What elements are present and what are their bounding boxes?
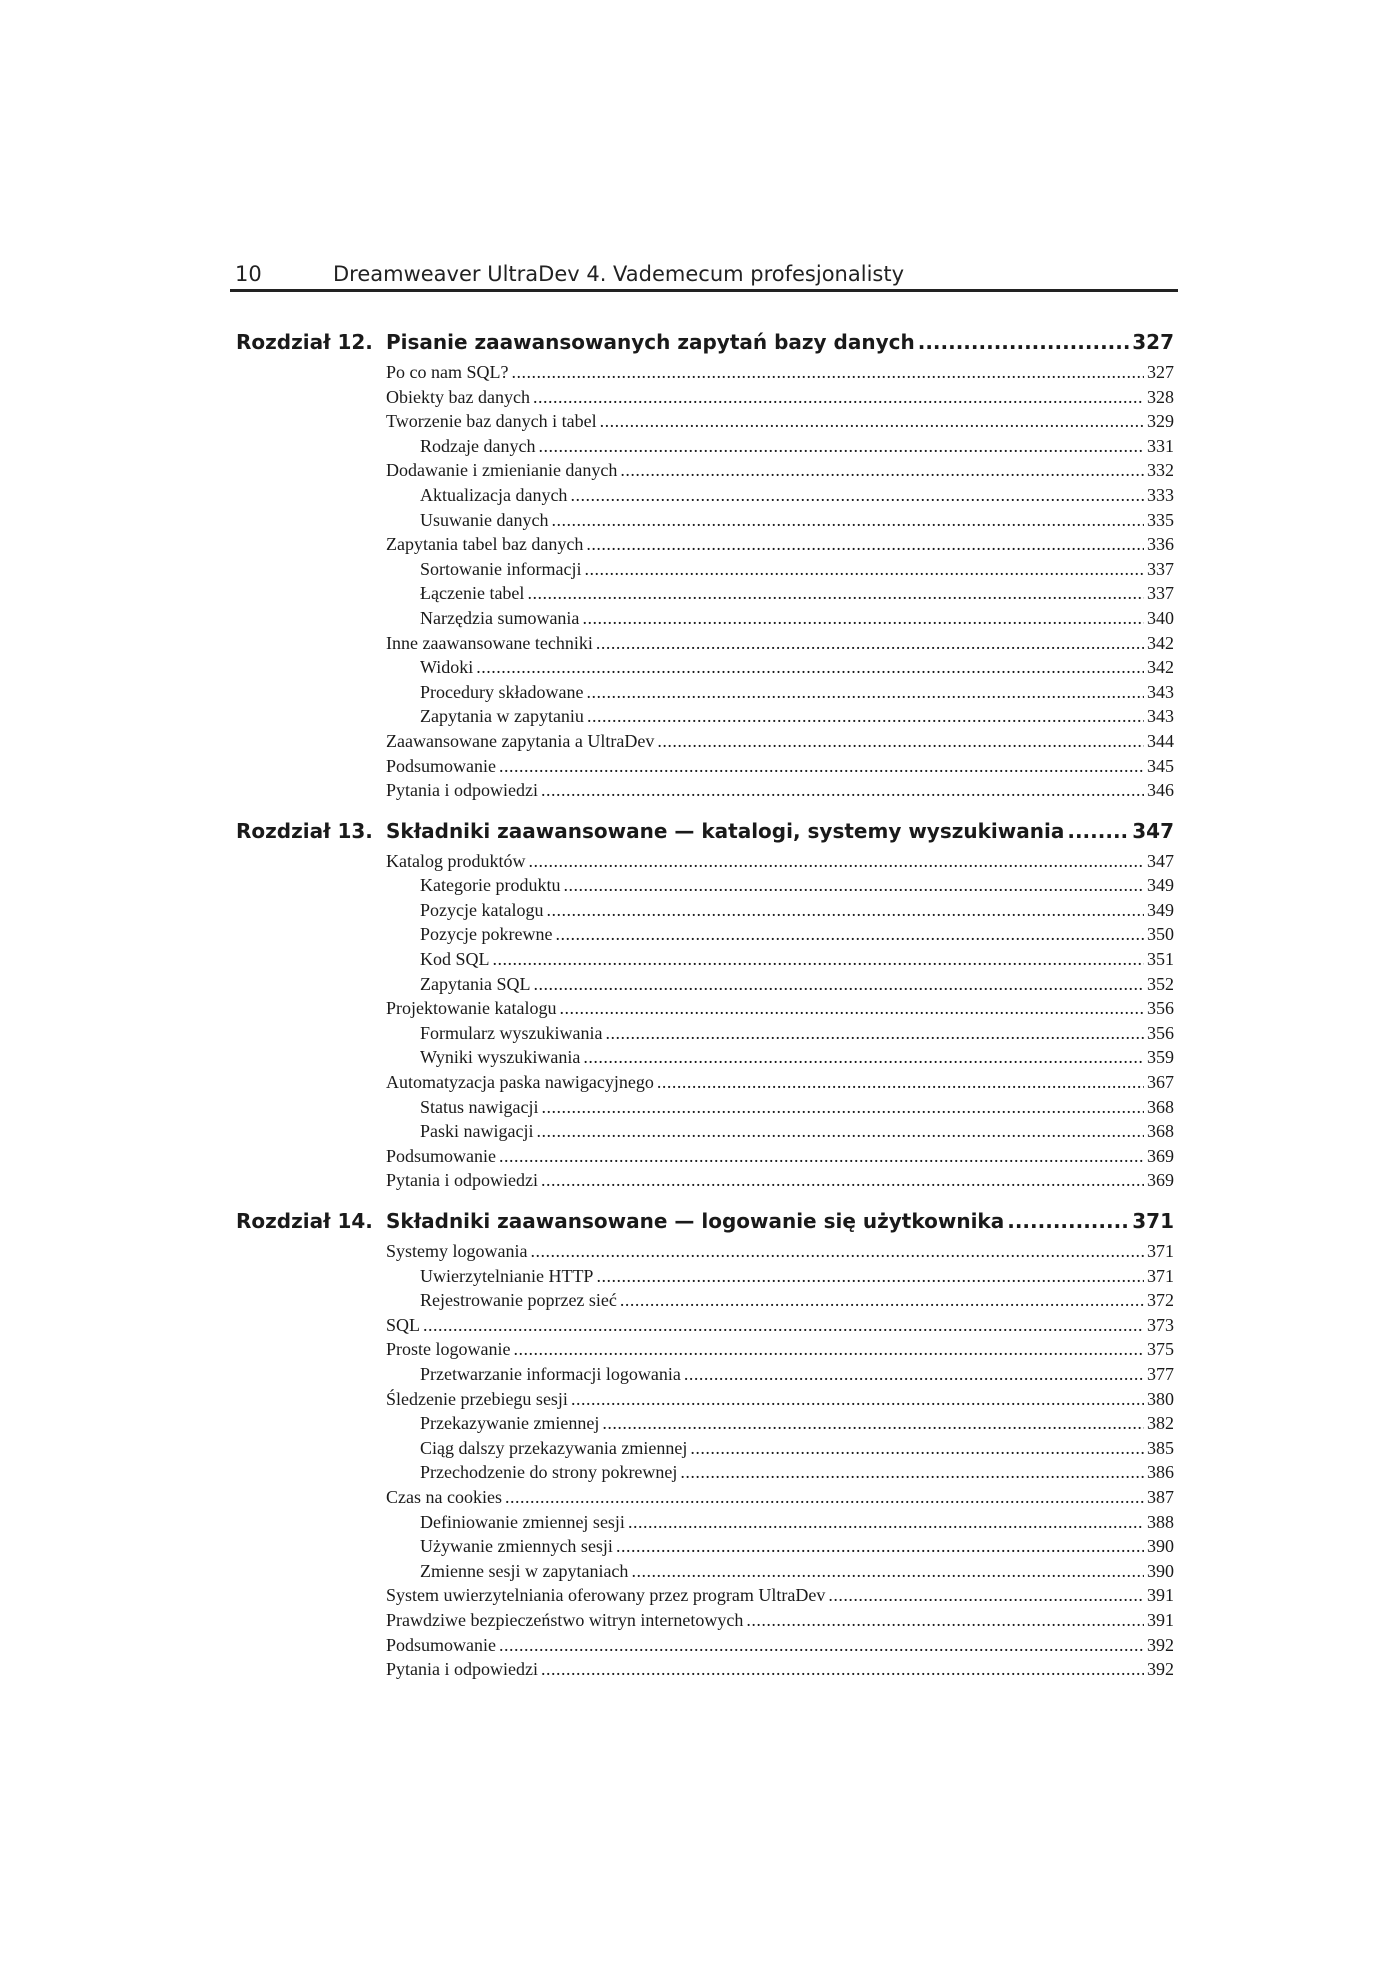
entry-page-number: 337: [1147, 583, 1174, 604]
entry-title: Po co nam SQL?: [386, 362, 509, 382]
entry-page-number: 347: [1147, 850, 1174, 871]
dot-leader: [499, 1146, 1144, 1167]
toc-entry: [386, 1635, 1174, 1660]
toc-entry: [420, 1462, 1174, 1487]
toc-entry: [420, 706, 1174, 731]
entry-page-number: 333: [1147, 484, 1174, 505]
entry-title: Kod SQL: [420, 949, 490, 970]
dot-leader: [531, 1241, 1145, 1262]
entry-title: Uwierzytelnianie HTTP: [420, 1265, 594, 1286]
dot-leader: [620, 460, 1144, 481]
dot-leader: [1067, 819, 1129, 843]
entry-page-number: 346: [1147, 780, 1174, 801]
dot-leader: [493, 949, 1144, 970]
dot-leader: [423, 1315, 1144, 1336]
entry-title: Procedury składowane: [420, 681, 584, 702]
dot-leader: [680, 1462, 1144, 1483]
dot-leader: [499, 1635, 1144, 1656]
entry-title: Status nawigacji: [420, 1096, 539, 1117]
entry-title: Pytania i odpowiedzi: [386, 1659, 538, 1680]
entry-title: Łączenie tabel: [420, 583, 525, 604]
entry-page-number: 369: [1147, 1145, 1174, 1166]
toc-entry: [386, 1146, 1174, 1171]
entry-page-number: 356: [1147, 998, 1174, 1019]
toc-entry: [386, 362, 1174, 387]
entry-page-number: 367: [1147, 1072, 1174, 1093]
dot-leader: [533, 974, 1144, 995]
dot-leader: [657, 1072, 1144, 1093]
chapter-title-row: [386, 330, 1174, 354]
chapter-title: Pisanie zaawansowanych zapytań bazy danych: [386, 330, 915, 354]
toc-entry: [386, 633, 1174, 658]
toc-entry: [386, 1241, 1174, 1266]
entry-page-number: 391: [1147, 1609, 1174, 1630]
dot-leader: [628, 1512, 1144, 1533]
chapter-section: [230, 330, 1178, 805]
entry-page-number: 377: [1147, 1363, 1174, 1384]
toc-entry: [420, 1097, 1174, 1122]
dot-leader: [587, 706, 1144, 727]
toc-entry: [386, 1315, 1174, 1340]
toc-entry: [386, 411, 1174, 436]
toc-entry: [420, 1438, 1174, 1463]
entry-title: Ciąg dalszy przekazywania zmiennej: [420, 1437, 688, 1458]
toc-entry: [420, 1536, 1174, 1561]
entry-page-number: 390: [1147, 1560, 1174, 1581]
toc-entry: [420, 1023, 1174, 1048]
chapter-label: Rozdział 13.: [236, 818, 373, 843]
entry-title: Widoki: [420, 657, 474, 678]
entry-page-number: 331: [1147, 435, 1174, 456]
entry-title: Przechodzenie do strony pokrewnej: [420, 1462, 678, 1483]
entry-title: Czas na cookies: [386, 1486, 502, 1507]
entry-page-number: 329: [1147, 411, 1174, 432]
entry-page-number: 356: [1147, 1022, 1174, 1043]
dot-leader: [620, 1290, 1144, 1311]
toc-entry: [386, 998, 1174, 1023]
chapter-title-row: [386, 1209, 1174, 1233]
dot-leader: [559, 998, 1144, 1019]
entry-page-number: 328: [1147, 386, 1174, 407]
entry-page-number: 351: [1147, 949, 1174, 970]
chapter-title-row: [386, 819, 1174, 843]
entry-page-number: 342: [1147, 657, 1174, 678]
entry-page-number: 345: [1147, 755, 1174, 776]
entry-title: Pozycje pokrewne: [420, 924, 553, 945]
dot-leader: [596, 633, 1144, 654]
toc-entry: [386, 756, 1174, 781]
entry-page-number: 335: [1147, 509, 1174, 530]
dot-leader: [538, 436, 1144, 457]
toc-entry: [420, 485, 1174, 510]
dot-leader: [684, 1364, 1144, 1385]
entry-title: Aktualizacja danych: [420, 484, 568, 505]
toc-entry: [420, 1364, 1174, 1389]
toc-entry: [386, 731, 1174, 756]
toc-entry: [386, 534, 1174, 559]
entry-page-number: 368: [1147, 1121, 1174, 1142]
toc-entry: [420, 1512, 1174, 1537]
dot-leader: [1007, 1209, 1129, 1233]
toc-entry: [420, 1290, 1174, 1315]
chapter-label: Rozdział 12.: [236, 330, 373, 354]
toc-entry: [386, 780, 1174, 805]
entry-page-number: 371: [1147, 1241, 1174, 1261]
dot-leader: [746, 1610, 1144, 1631]
entry-title: SQL: [386, 1314, 421, 1335]
toc-entry: [386, 1170, 1174, 1195]
toc-entry: [420, 510, 1174, 535]
entry-title: Podsumowanie: [386, 1145, 496, 1166]
toc-entry: [386, 1389, 1174, 1414]
entry-page-number: 380: [1147, 1388, 1174, 1409]
entry-title: Paski nawigacji: [420, 1121, 534, 1142]
dot-leader: [536, 1121, 1144, 1142]
entry-title: Pytania i odpowiedzi: [386, 780, 538, 801]
entry-title: Systemy logowania: [386, 1241, 528, 1261]
dot-leader: [582, 608, 1144, 629]
dot-leader: [631, 1561, 1144, 1582]
entry-title: Narzędzia sumowania: [420, 607, 580, 628]
chapter-page-number: 371: [1132, 1209, 1174, 1233]
dot-leader: [513, 1339, 1144, 1360]
dot-leader: [918, 330, 1130, 354]
dot-leader: [571, 1389, 1144, 1410]
header-rule: [230, 289, 1178, 292]
dot-leader: [541, 780, 1144, 801]
toc-entry: [420, 682, 1174, 707]
entry-title: Definiowanie zmiennej sesji: [420, 1511, 625, 1532]
entry-page-number: 391: [1147, 1585, 1174, 1606]
dot-leader: [570, 485, 1144, 506]
entry-page-number: 343: [1147, 706, 1174, 727]
dot-leader: [583, 1047, 1144, 1068]
toc-entry: [420, 949, 1174, 974]
running-header: [230, 252, 1178, 292]
entry-page-number: 375: [1147, 1339, 1174, 1360]
entry-title: Przetwarzanie informacji logowania: [420, 1363, 681, 1384]
chapter-page-number: 347: [1132, 818, 1174, 843]
entry-page-number: 387: [1147, 1486, 1174, 1507]
entry-page-number: 352: [1147, 973, 1174, 994]
entry-title: Śledzenie przebiegu sesji: [386, 1388, 568, 1409]
entry-page-number: 392: [1147, 1634, 1174, 1655]
toc-entry: [386, 387, 1174, 412]
dot-leader: [605, 1023, 1144, 1044]
toc-entry: [386, 1072, 1174, 1097]
dot-leader: [528, 851, 1144, 872]
dot-leader: [586, 534, 1144, 555]
chapter-section: [230, 819, 1178, 1195]
dot-leader: [499, 756, 1144, 777]
toc-entry: [420, 608, 1174, 633]
entry-page-number: 371: [1147, 1265, 1174, 1286]
toc-entry: [420, 1266, 1174, 1291]
entry-page-number: 336: [1147, 534, 1174, 555]
toc-entry: [386, 1487, 1174, 1512]
dot-leader: [586, 682, 1144, 703]
entry-title: Sortowanie informacji: [420, 558, 582, 579]
entry-page-number: 350: [1147, 924, 1174, 945]
entry-title: Katalog produktów: [386, 850, 526, 871]
toc-entry: [420, 924, 1174, 949]
dot-leader: [541, 1659, 1144, 1680]
toc-entry: [386, 851, 1174, 876]
entry-page-number: 368: [1147, 1096, 1174, 1117]
entry-title: Kategorie produktu: [420, 875, 561, 896]
entry-title: Obiekty baz danych: [386, 386, 530, 407]
entry-page-number: 327: [1147, 362, 1174, 382]
entry-title: Rodzaje danych: [420, 435, 536, 456]
entry-page-number: 386: [1147, 1462, 1174, 1483]
toc-entry: [386, 1339, 1174, 1364]
dot-leader: [505, 1487, 1144, 1508]
entry-title: Wyniki wyszukiwania: [420, 1047, 581, 1068]
toc-entry: [420, 974, 1174, 999]
dot-leader: [476, 657, 1144, 678]
chapter-heading: [230, 819, 1178, 851]
toc-entry: [420, 583, 1174, 608]
dot-leader: [828, 1585, 1144, 1606]
toc-entry: [420, 1413, 1174, 1438]
entry-title: Tworzenie baz danych i tabel: [386, 411, 597, 432]
entry-title: System uwierzytelniania oferowany przez program UltraDev: [386, 1585, 826, 1606]
dot-leader: [555, 924, 1144, 945]
toc-entry: [420, 436, 1174, 461]
entry-title: Używanie zmiennych sesji: [420, 1536, 613, 1557]
entry-page-number: 359: [1147, 1047, 1174, 1068]
dot-leader: [541, 1097, 1144, 1118]
entry-page-number: 337: [1147, 558, 1174, 579]
entry-title: Zapytania tabel baz danych: [386, 534, 584, 555]
chapter-heading: [230, 1209, 1178, 1241]
entry-page-number: 373: [1147, 1314, 1174, 1335]
toc-entry: [420, 1561, 1174, 1586]
entry-title: Zapytania SQL: [420, 973, 531, 994]
toc-entry: [420, 1047, 1174, 1072]
entry-title: Inne zaawansowane techniki: [386, 632, 593, 653]
dot-leader: [527, 583, 1144, 604]
entry-page-number: 349: [1147, 899, 1174, 920]
entry-page-number: 388: [1147, 1511, 1174, 1532]
entry-title: Rejestrowanie poprzez sieć: [420, 1290, 617, 1311]
dot-leader: [616, 1536, 1144, 1557]
dot-leader: [600, 411, 1144, 432]
entry-page-number: 344: [1147, 730, 1174, 751]
entry-title: Podsumowanie: [386, 1634, 496, 1655]
dot-leader: [533, 387, 1144, 408]
toc-entry: [420, 1121, 1174, 1146]
toc-entry: [386, 1585, 1174, 1610]
toc-entry: [420, 657, 1174, 682]
entry-title: Usuwanie danych: [420, 509, 549, 530]
toc-entry: [420, 559, 1174, 584]
entry-page-number: 390: [1147, 1536, 1174, 1557]
entry-page-number: 372: [1147, 1290, 1174, 1311]
entry-title: Zmienne sesji w zapytaniach: [420, 1560, 629, 1581]
toc-entry: [420, 875, 1174, 900]
entry-title: Proste logowanie: [386, 1339, 511, 1360]
dot-leader: [511, 362, 1144, 383]
chapter-section: [230, 1209, 1178, 1684]
entry-title: Formularz wyszukiwania: [420, 1022, 603, 1043]
entry-title: Zaawansowane zapytania a UltraDev: [386, 730, 655, 751]
toc-entry: [420, 900, 1174, 925]
entry-page-number: 392: [1147, 1659, 1174, 1680]
entry-title: Dodawanie i zmienianie danych: [386, 460, 618, 481]
entry-page-number: 343: [1147, 681, 1174, 702]
chapter-title: Składniki zaawansowane — katalogi, systemy wyszukiwania: [386, 818, 1065, 843]
dot-leader: [596, 1266, 1144, 1287]
entry-page-number: 332: [1147, 460, 1174, 481]
entry-title: Zapytania w zapytaniu: [420, 706, 584, 727]
chapter-page-number: 327: [1132, 330, 1174, 354]
entry-title: Pytania i odpowiedzi: [386, 1170, 538, 1191]
book-title: Dreamweaver UltraDev 4. Vademecum profesjonalisty: [333, 262, 905, 286]
entry-title: Podsumowanie: [386, 755, 496, 776]
entry-title: Automatyzacja paska nawigacyjnego: [386, 1072, 654, 1093]
dot-leader: [546, 900, 1144, 921]
entry-page-number: 342: [1147, 632, 1174, 653]
chapter-label: Rozdział 14.: [236, 1209, 373, 1233]
toc-entry: [386, 460, 1174, 485]
dot-leader: [657, 731, 1144, 752]
entry-page-number: 385: [1147, 1437, 1174, 1458]
dot-leader: [602, 1413, 1144, 1434]
table-of-contents: [230, 330, 1178, 1698]
toc-entry: [386, 1610, 1174, 1635]
chapter-heading: [230, 330, 1178, 362]
entry-page-number: 382: [1147, 1413, 1174, 1434]
dot-leader: [563, 875, 1144, 896]
chapter-title: Składniki zaawansowane — logowanie się użytkownika: [386, 1209, 1005, 1233]
dot-leader: [690, 1438, 1144, 1459]
entry-page-number: 349: [1147, 875, 1174, 896]
entry-page-number: 369: [1147, 1170, 1174, 1191]
dot-leader: [541, 1170, 1144, 1191]
entry-page-number: 340: [1147, 607, 1174, 628]
entry-title: Prawdziwe bezpieczeństwo witryn internetowych: [386, 1609, 744, 1630]
dot-leader: [551, 510, 1144, 531]
page-number: 10: [235, 262, 262, 286]
toc-entry: [386, 1659, 1174, 1684]
entry-title: Pozycje katalogu: [420, 899, 544, 920]
entry-title: Projektowanie katalogu: [386, 998, 557, 1019]
dot-leader: [584, 559, 1144, 580]
entry-title: Przekazywanie zmiennej: [420, 1413, 600, 1434]
